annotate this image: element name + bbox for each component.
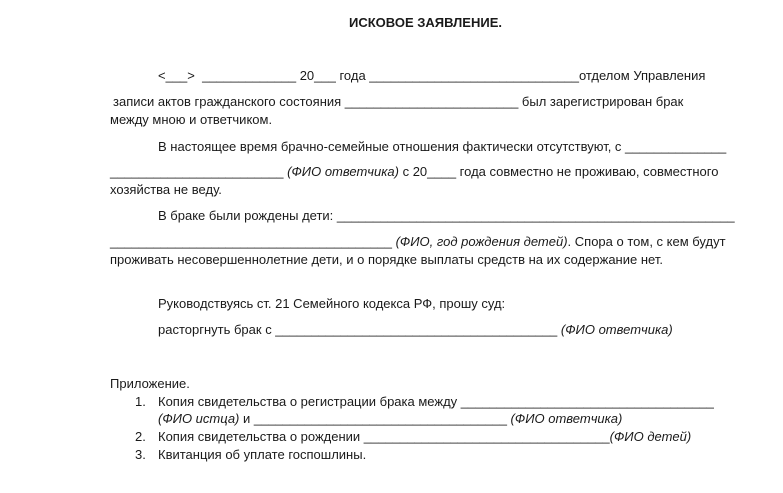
paragraph-3-line-3: проживать несовершеннолетние дети, и о порядке выплаты средств на их содержание нет.: [110, 252, 663, 267]
document-title: ИСКОВОЕ ЗАЯВЛЕНИЕ.: [349, 15, 502, 30]
text-fragment: . Спора о том, с кем будут: [567, 234, 726, 249]
appendix-item-1-line-1: Копия свидетельства о регистрации брака между ___________________________________: [158, 394, 714, 409]
appendix-item-1-line-2: [158, 411, 622, 427]
paragraph-2-line-1: В настоящее время брачно-семейные отношения фактически отсутствуют, с ______________: [158, 139, 727, 154]
paragraph-4: Руководствуясь ст. 21 Семейного кодекса РФ, прошу суд:: [158, 296, 506, 311]
children-name-hint: (ФИО, год рождения детей): [395, 234, 568, 249]
paragraph-2-line-3: хозяйства не веду.: [110, 182, 222, 197]
paragraph-2-line-2: [110, 164, 718, 180]
appendix-item-1-number: 1.: [135, 394, 146, 409]
defendant-name-hint: (ФИО ответчика): [510, 411, 623, 426]
appendix-item-2-line-1: [158, 429, 691, 445]
text-fragment: и ___________________________________: [239, 411, 511, 426]
text-fragment: с 20____ года совместно не проживаю, совместного: [398, 164, 719, 179]
paragraph-1-line-1: <___> _____________ 20___ года _____________________________отделом Управления: [158, 68, 706, 83]
appendix-item-2-number: 2.: [135, 429, 146, 444]
appendix-item-3-number: 3.: [135, 447, 146, 462]
appendix-heading: Приложение.: [110, 376, 190, 391]
children-name-hint: (ФИО детей): [609, 429, 692, 444]
paragraph-5: [158, 322, 673, 338]
paragraph-1-line-3: между мною и ответчиком.: [110, 112, 273, 127]
paragraph-3-line-2: [110, 234, 726, 250]
defendant-name-hint: (ФИО ответчика): [287, 164, 399, 179]
paragraph-3-line-1: В браке были рождены дети: _______________________________________________________: [158, 208, 735, 223]
blank-field: ________________________: [110, 164, 288, 179]
defendant-name-hint: (ФИО ответчика): [560, 322, 673, 337]
text-fragment: Копия свидетельства о рождении __________________________________: [158, 429, 610, 444]
appendix-item-3-line-1: Квитанция об уплате госпошлины.: [158, 447, 367, 462]
blank-field: _______________________________________: [110, 234, 396, 249]
paragraph-1-line-2: записи актов гражданского состояния ________________________ был зарегистрирован брак: [113, 94, 684, 109]
plaintiff-name-hint: (ФИО истца): [158, 411, 240, 426]
text-fragment: расторгнуть брак с _______________________________________: [158, 322, 561, 337]
